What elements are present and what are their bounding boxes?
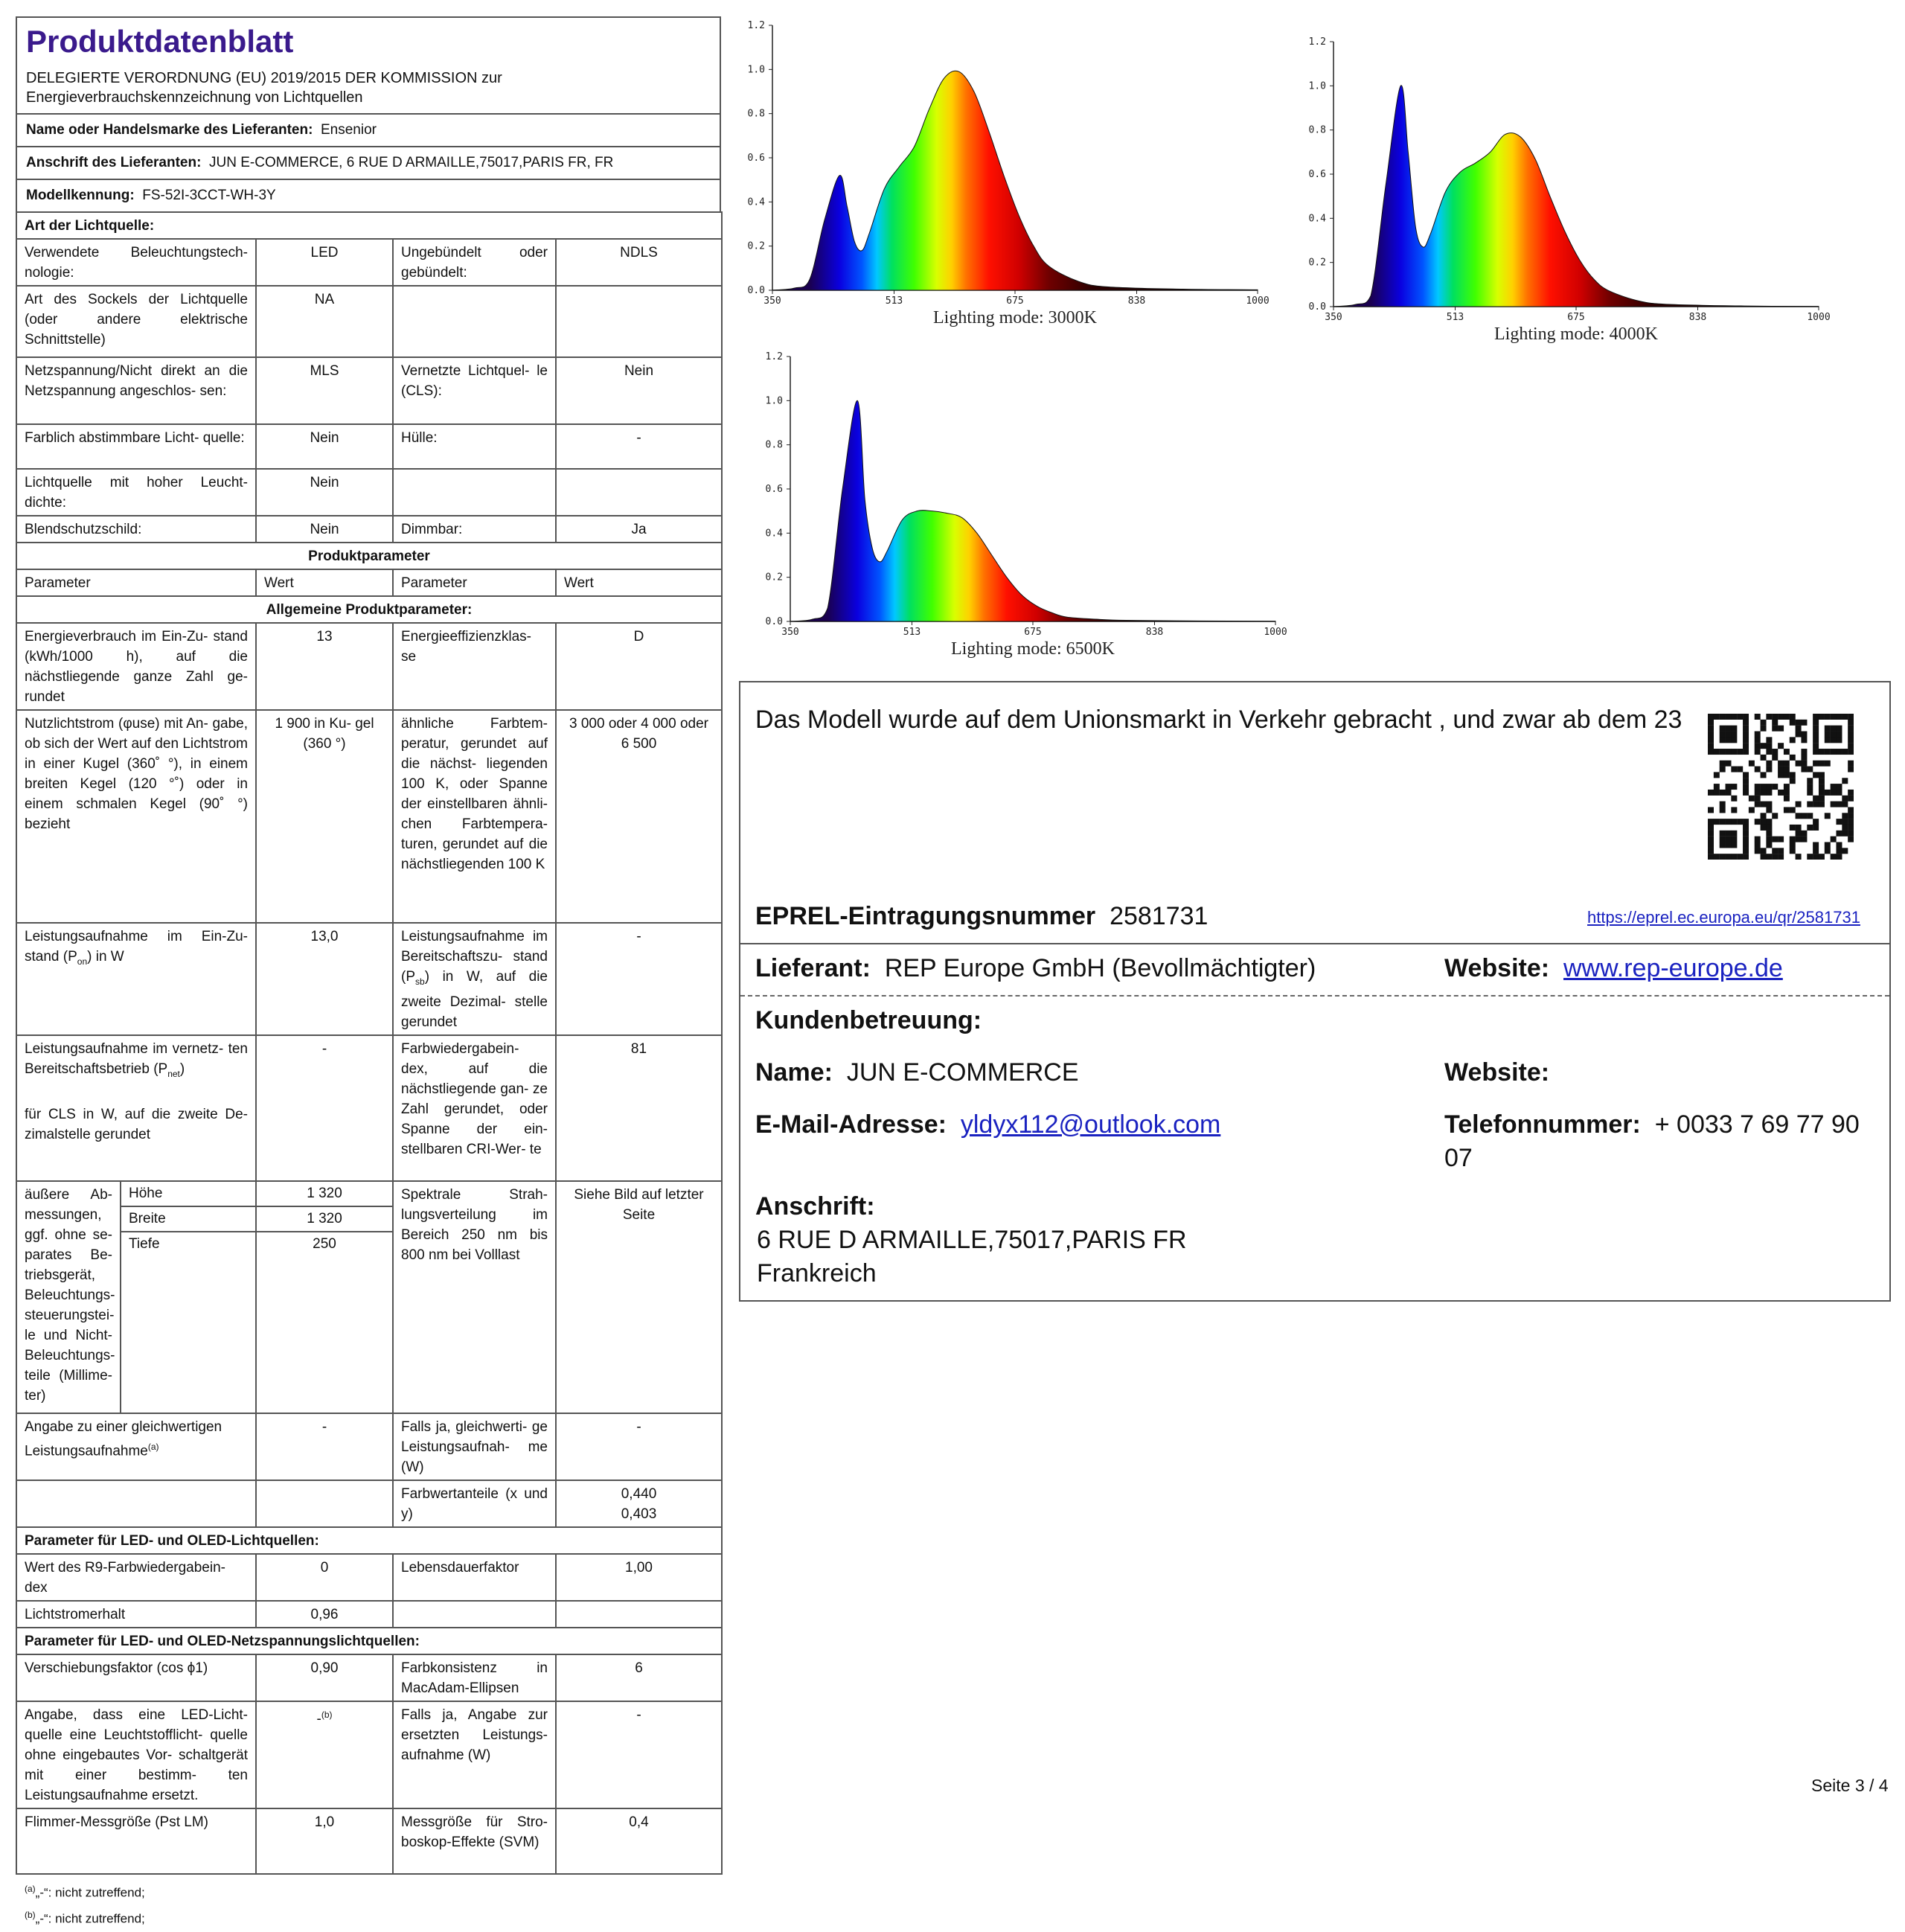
spectrum-svg	[737, 15, 1272, 327]
y-tick-label: 0.6	[1308, 169, 1326, 180]
eprel-number: 2581731	[1110, 902, 1208, 930]
table-row: Angabe zu einer gleichwertigen Leistungsaufnahme$^{(a)}$ - Falls ja, gleichwerti- ge Leistungsaufnah- me (W) -	[16, 1413, 722, 1480]
footnotes	[16, 1876, 721, 1932]
x-tick-label: 513	[1446, 312, 1464, 323]
x-tick-label: 513	[903, 627, 921, 638]
y-tick-label: 0.4	[1308, 213, 1326, 225]
table-row: Verwendete Beleuchtungstech- nologie: LED Ungebündelt oder gebündelt: NDLS	[16, 239, 722, 286]
spectrum-chart-6500k	[755, 346, 1290, 659]
address-line1: 6 RUE D ARMAILLE,75017,PARIS FR	[757, 1226, 1187, 1254]
table-row: Wert des R9-Farbwiedergabein- dex 0 Lebensdauerfaktor 1,00	[16, 1554, 722, 1601]
table-row: Art des Sockels der Lichtquelle (oder andere elektrische Schnittstelle) NA	[16, 286, 722, 357]
eprel-info-box	[739, 681, 1891, 1302]
x-tick-label: 350	[763, 295, 781, 307]
supplier-name-value: Ensenior	[320, 122, 377, 138]
y-tick-label: 0.8	[765, 439, 783, 451]
width-value: 1 320	[257, 1207, 392, 1232]
table-row: Lichtstromerhalt 0,96	[16, 1601, 722, 1628]
x-tick-label: 350	[1325, 312, 1342, 323]
table-row: Leistungsaufnahme im vernetz- ten Bereitschaftsbetrieb $(P_{net})$ für CLS in W, auf die zweite De- zimalstelle gerundet - Farbwiedergabein- dex, auf die nächstliegende gan- ze Zahl gerundet, oder Spanne der ein- stellbaren CRI-Wer- te 81	[16, 1035, 722, 1181]
eprel-label: EPREL-Eintragungsnummer	[755, 902, 1096, 930]
dashed-divider	[740, 995, 1889, 997]
y-tick-label: 1.0	[747, 64, 765, 76]
address-line2: Frankreich	[757, 1259, 877, 1288]
name-label: Name:	[755, 1058, 833, 1087]
column-header-row: Parameter Wert Parameter Wert	[16, 569, 722, 596]
table-row: Farbwertanteile (x und y) 0,440 0,403	[16, 1480, 722, 1527]
table-row: Leistungsaufnahme im Ein-Zu- stand $(P_{on})$ in W 13,0 Leistungsaufnahme im Bereitschaftszu- stand $(P_{sb})$ in W, auf die zweite Dezimal- stelle gerundet -	[16, 923, 722, 1035]
spectrum-caption: Lighting mode: 6500K	[951, 639, 1115, 659]
mains-parameters-heading: Parameter für LED- und OLED-Netzspannungslichtquellen:	[16, 1628, 722, 1654]
table-row: Farblich abstimmbare Licht- quelle: Nein Hülle: -	[16, 424, 722, 469]
regulation-reference: DELEGIERTE VERORDNUNG (EU) 2019/2015 DER KOMMISSION zur Energieverbrauchskennzeichnung von Lichtquellen	[26, 70, 502, 106]
table-row: Flimmer-Messgröße (Pst LM) 1,0 Messgröße für Stro- boskop-Effekte (SVM) 0,4	[16, 1808, 722, 1874]
y-tick-label: 0.2	[765, 572, 783, 583]
y-tick-label: 1.0	[1308, 80, 1326, 92]
phone-value-cont: 07	[1444, 1144, 1473, 1172]
divider	[740, 943, 1889, 944]
x-tick-label: 350	[781, 627, 799, 638]
eprel-link[interactable]: https://eprel.ec.europa.eu/qr/2581731	[1587, 908, 1860, 927]
y-tick-label: 1.2	[1308, 36, 1326, 48]
x-tick-label: 675	[1567, 312, 1585, 323]
y-tick-label: 0.8	[747, 108, 765, 120]
y-tick-label: 0.0	[747, 285, 765, 296]
led-parameters-heading: Parameter für LED- und OLED-Lichtquellen:	[16, 1527, 722, 1554]
table-row: Energieverbrauch im Ein-Zu- stand (kWh/1000 h), auf die nächstliegende ganze Zahl ge- rundet 13 Energieeffizienzklas- se D	[16, 623, 722, 710]
general-parameters-heading: Allgemeine Produktparameter:	[16, 596, 722, 623]
x-tick-label: 838	[1145, 627, 1164, 638]
y-tick-label: 0.6	[747, 153, 765, 164]
spectrum-area	[1334, 86, 1819, 307]
website2-label: Website:	[1444, 1058, 1550, 1087]
email-label: E-Mail-Adresse:	[755, 1110, 947, 1139]
y-tick-label: 0.0	[765, 616, 783, 627]
spectrum-area	[790, 400, 1275, 621]
y-tick-label: 0.4	[765, 528, 783, 540]
footnote-b: $^{(b)}$„-“: nicht zutreffend;	[25, 1910, 145, 1927]
product-parameters-heading: Produktparameter	[16, 543, 722, 569]
table-row: Netzspannung/Nicht direkt an die Netzspannung angeschlos- sen: MLS Vernetzte Lichtquel- le (CLS): Nein	[16, 357, 722, 424]
x-tick-label: 1000	[1807, 312, 1831, 323]
name-value: JUN E-COMMERCE	[846, 1058, 1079, 1087]
supplier-address-row: Anschrift des Lieferanten: JUN E-COMMERCE, 6 RUE D ARMAILLE,75017,PARIS FR, FR	[16, 146, 721, 179]
x-tick-label: 1000	[1264, 627, 1287, 638]
y-tick-label: 0.8	[1308, 124, 1326, 136]
spectrum-svg	[755, 346, 1290, 659]
page-number: Seite 3 / 4	[1811, 1776, 1889, 1795]
website-label: Website:	[1444, 954, 1550, 982]
table-row: Nutzlichtstrom (φuse) mit An- gabe, ob sich der Wert auf den Lichtstrom in einer Kugel (360˚ °), in einem breiten Kegel (120 °˚) oder in einem schmalen Kegel (90˚ °) bezieht 1 900 in Ku- gel (360 °) ähnliche Farbtem- peratur, gerundet auf die nächst- liegenden 100 K, oder Spanne der einstellbaren ähnli- chen Farbtempera- turen, gerundet auf die nächstliegenden 100 K 3 000 oder 4 000 oder 6 500	[16, 710, 722, 923]
market-placement-text: Das Modell wurde auf dem Unionsmarkt in Verkehr gebracht , und zwar ab dem 23	[755, 706, 1683, 734]
supplier-address-value: JUN E-COMMERCE, 6 RUE D ARMAILLE,75017,PARIS FR, FR	[209, 155, 614, 170]
website-link[interactable]: www.rep-europe.de	[1563, 954, 1783, 982]
y-tick-label: 0.2	[747, 240, 765, 252]
y-tick-label: 0.0	[1308, 301, 1326, 313]
spectrum-area	[772, 71, 1258, 290]
height-value: 1 320	[257, 1182, 392, 1207]
spectrum-chart-4000k	[1298, 31, 1834, 344]
product-datasheet	[16, 16, 721, 1932]
address-label: Anschrift:	[755, 1192, 875, 1221]
spectrum-caption: Lighting mode: 3000K	[933, 308, 1097, 327]
email-link[interactable]: yldyx112@outlook.com	[960, 1110, 1221, 1139]
spectrum-svg	[1298, 31, 1834, 344]
light-source-type-heading: Art der Lichtquelle:	[16, 212, 722, 239]
datasheet-header	[16, 16, 721, 113]
supplier-name-row: Name oder Handelsmarke des Lieferanten: Ensenior	[16, 113, 721, 146]
model-value: FS-52I-3CCT-WH-3Y	[142, 188, 276, 203]
spectrum-chart-3000k	[737, 15, 1272, 327]
x-tick-label: 675	[1006, 295, 1024, 307]
table-row: Angabe, dass eine LED-Licht- quelle eine Leuchtstofflicht- quelle ohne eingebautes Vor- schaltgerät mit einer bestimm- ten Leistungsaufnahme ersetzt. -$^{(b)}$ Falls ja, Angabe zur ersetzten Leistungs- aufnahme (W) -	[16, 1701, 722, 1808]
model-row: Modellkennung: FS-52I-3CCT-WH-3Y	[16, 179, 721, 211]
x-tick-label: 513	[885, 295, 903, 307]
phone-label: Telefonnummer:	[1444, 1110, 1641, 1139]
y-tick-label: 0.2	[1308, 257, 1326, 269]
y-tick-label: 0.4	[747, 196, 765, 208]
phone-value: + 0033 7 69 77 90	[1654, 1110, 1860, 1139]
y-tick-label: 1.2	[765, 351, 783, 362]
dimensions-row: äußere Ab- messungen, ggf. ohne se- parates Be- triebsgerät, Beleuchtungs- steuerungstei- le und Nicht- Beleuchtungs- teile (Millime- ter) Höhe Breite Tiefe 1 320 1 320 250 Spektrale Strah- lungsverteilung im Bereich 250 nm bis 800 nm bei Volllast Siehe Bild auf letzter Seite	[16, 1181, 722, 1413]
x-tick-label: 1000	[1246, 295, 1270, 307]
x-tick-label: 838	[1688, 312, 1707, 323]
table-row: Lichtquelle mit hoher Leucht- dichte: Nein	[16, 469, 722, 516]
qr-code[interactable]	[1708, 714, 1854, 860]
customer-support-heading: Kundenbetreuung:	[755, 1006, 982, 1034]
spectrum-caption: Lighting mode: 4000K	[1494, 324, 1658, 344]
y-tick-label: 0.6	[765, 484, 783, 495]
y-tick-label: 1.0	[765, 395, 783, 407]
table-row: Blendschutzschild: Nein Dimmbar: Ja	[16, 516, 722, 543]
dimensions-label: äußere Ab- messungen, ggf. ohne se- parates Be- triebsgerät, Beleuchtungs- steuerungstei- le und Nicht- Beleuchtungs- teile (Millime- ter)	[17, 1182, 121, 1413]
supplier-label: Lieferant:	[755, 954, 871, 982]
supplier-value: REP Europe GmbH (Bevollmächtigter)	[884, 954, 1316, 982]
footnote-a: $^{(a)}$„-“: nicht zutreffend;	[25, 1883, 145, 1900]
table-row: Verschiebungsfaktor (cos ϕ1) 0,90 Farbkonsistenz in MacAdam-Ellipsen 6	[16, 1654, 722, 1701]
x-tick-label: 838	[1127, 295, 1146, 307]
parameter-table	[16, 211, 723, 1875]
x-tick-label: 675	[1024, 627, 1042, 638]
datasheet-title: Produktdatenblatt	[26, 24, 294, 59]
y-tick-label: 1.2	[747, 20, 765, 31]
depth-value: 250	[313, 1235, 336, 1252]
